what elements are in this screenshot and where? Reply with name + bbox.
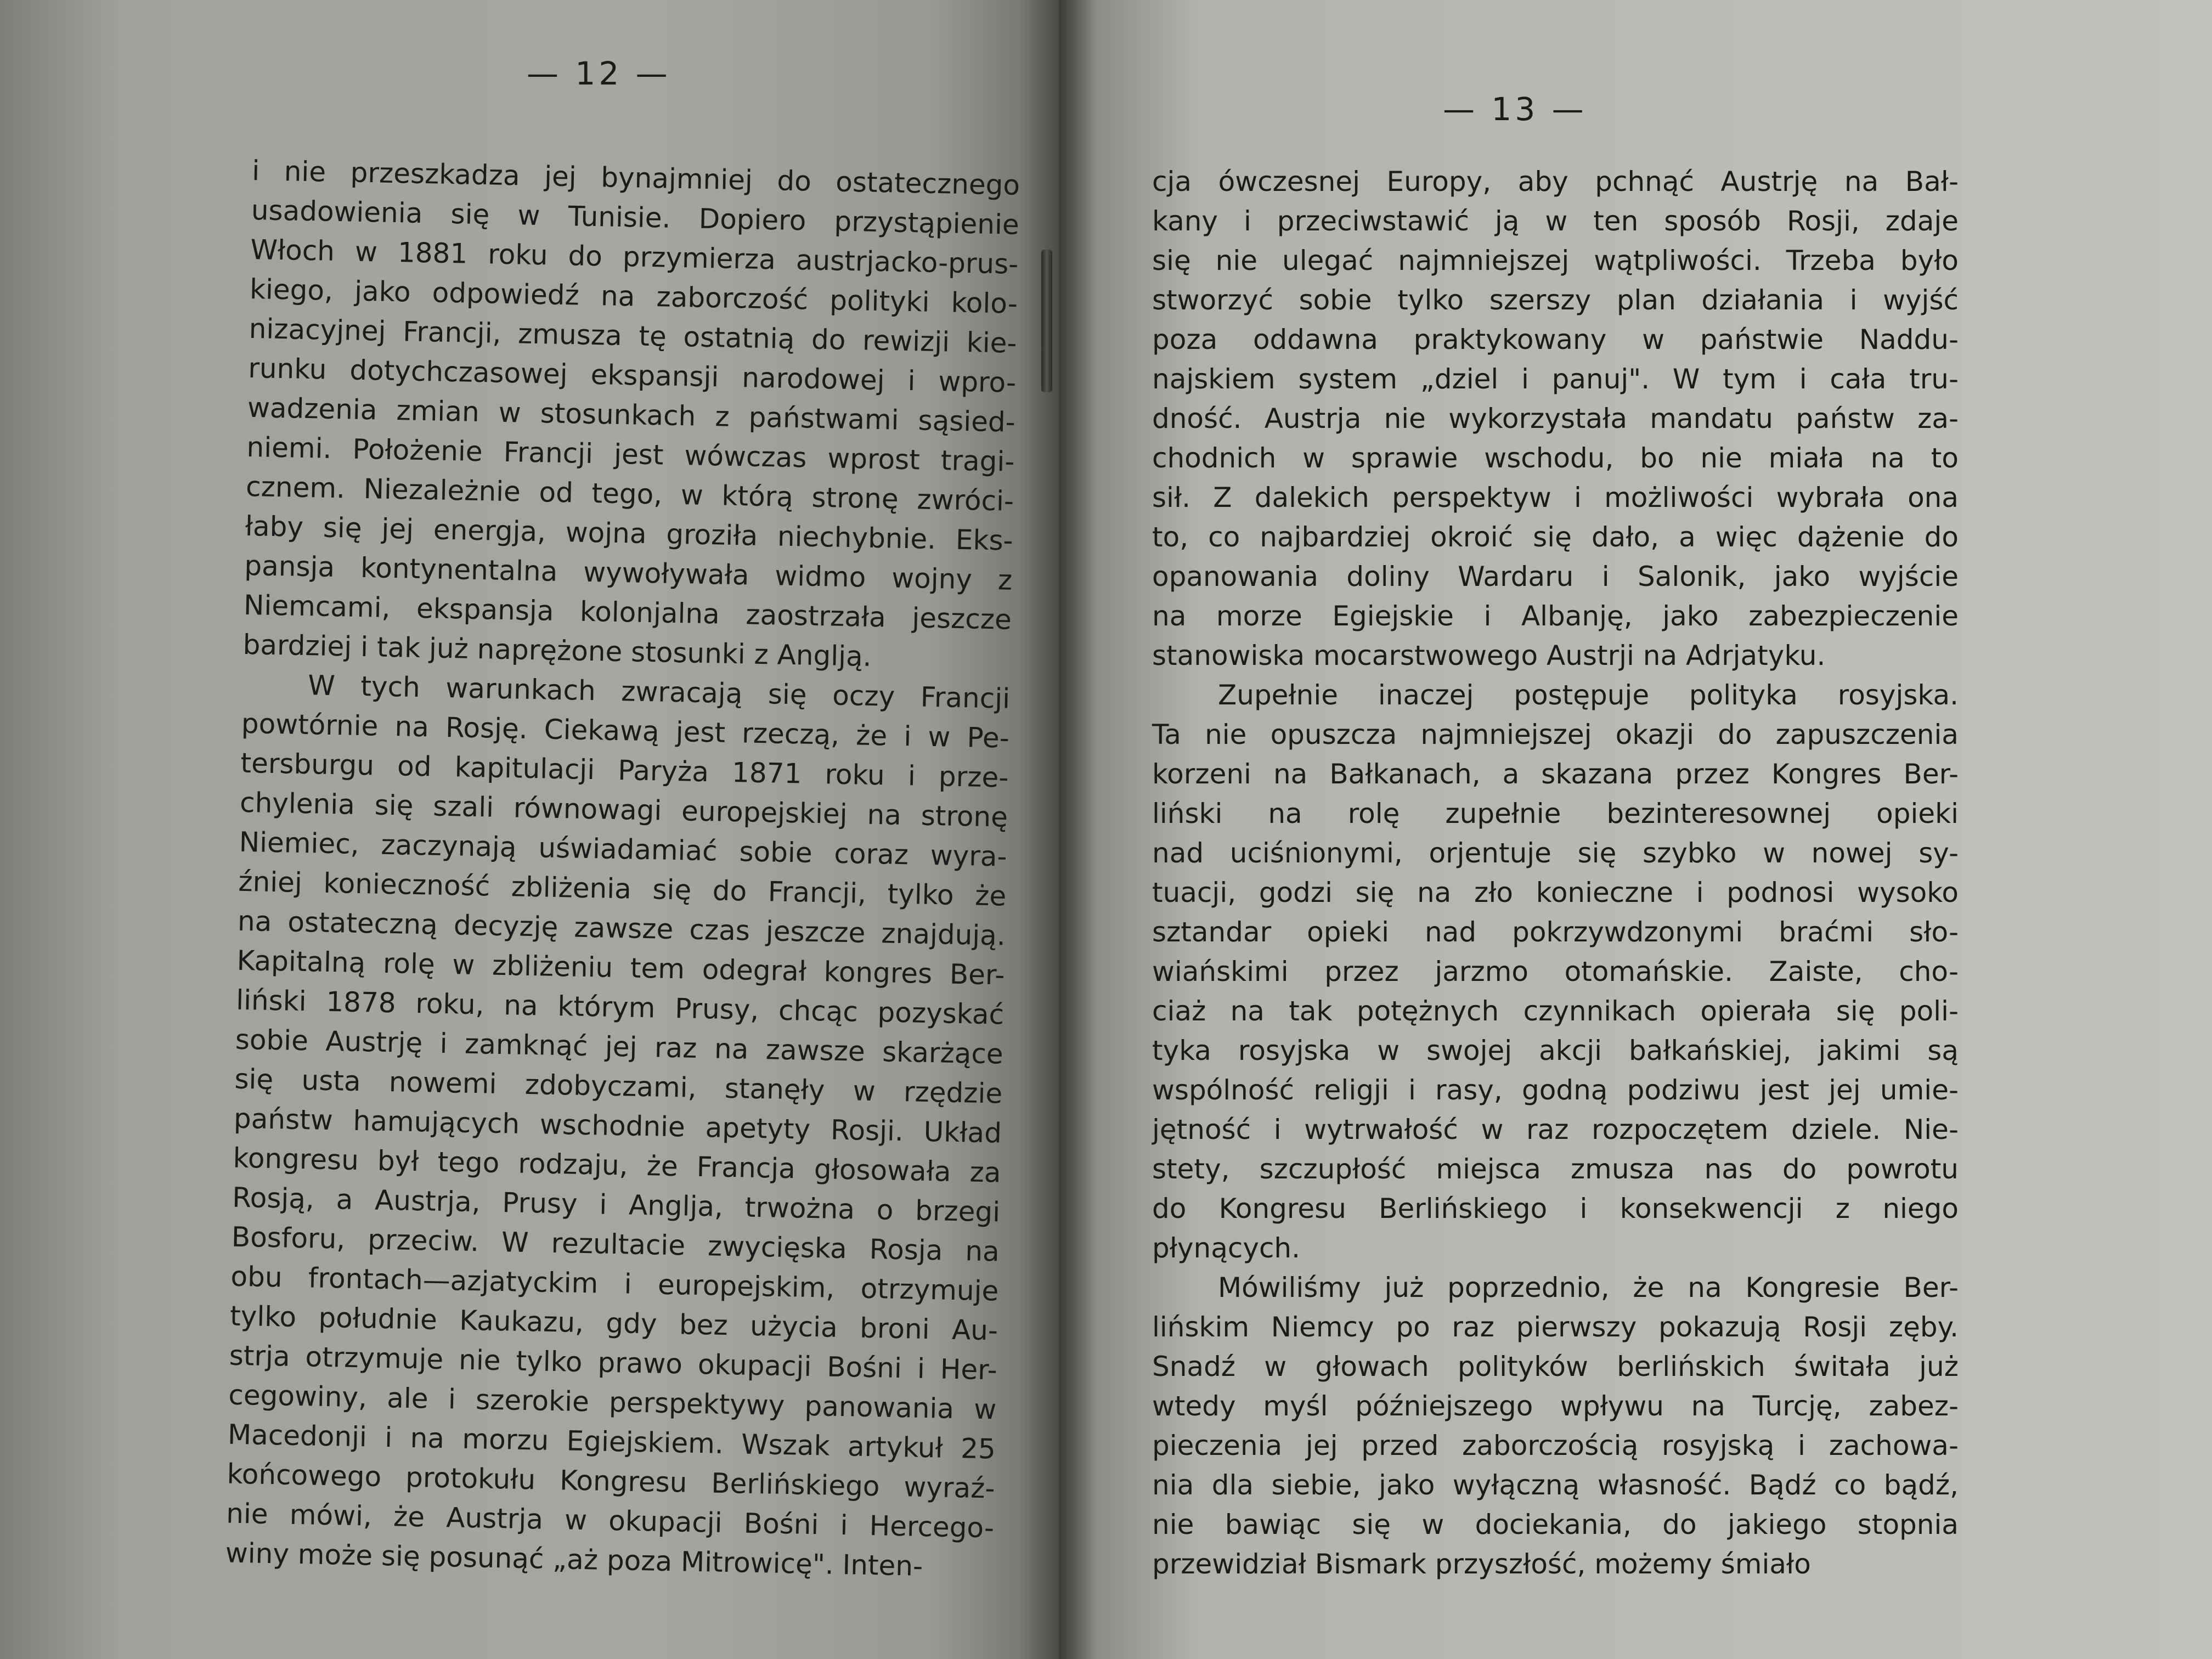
text-line: się nie ulegać najmniejszej wątpliwości. Trzeba było [1152, 245, 1959, 276]
text-line: Włoch w 1881 roku do przymierza austrjacko-prus- [250, 233, 1019, 280]
text-line: najskiem system „dziel i panuj". W tym i cała tru- [1152, 363, 1959, 395]
page-number-right: — 13 — [1443, 91, 1587, 128]
text-line: tersburgu od kapitulacji Paryża 1871 roku i prze- [240, 747, 1009, 794]
text-line: Kapitalną rolę w zbliżeniu tem odegrał kongres Ber- [236, 944, 1005, 991]
left-page [0, 0, 1059, 1659]
text-line: powtórnie na Rosję. Ciekawą jest rzeczą, że i w Pe- [241, 707, 1010, 754]
right-page-text [1152, 162, 1959, 1584]
text-line: sobie Austrję i zamknąć jej raz na zawsze skarżące [235, 1023, 1004, 1070]
text-line: winy może się posunąć „aż poza Mitrowicę". Inten- [225, 1537, 923, 1582]
text-line: ciaż na tak potężnych czynnikach opierała się poli- [1152, 995, 1959, 1027]
text-line: sztandar opieki nad pokrzywdzonymi braćmi sło- [1152, 916, 1959, 948]
text-line: liński na rolę zupełnie bezinteresownej opieki [1152, 798, 1959, 830]
text-line: i nie przeszkadza jej bynajmniej do ostatecznego [251, 154, 1020, 201]
text-line: Ta nie opuszcza najmniejszej okazji do zapuszczenia [1152, 719, 1959, 751]
text-line: nizacyjnej Francji, zmusza tę ostatnią do rewizji kie- [249, 312, 1018, 359]
text-line: bardziej i tak już naprężone stosunki z Anglją. [242, 628, 872, 673]
left-page-text [225, 151, 1020, 1587]
text-line: stety, szczupłość miejsca zmusza nas do powrotu [1152, 1153, 1959, 1185]
text-line: wadzenia zmian w stosunkach z państwami sąsied- [247, 391, 1016, 438]
text-line: Macedonji i na morzu Egiejskiem. Wszak artykuł 25 [227, 1418, 996, 1465]
text-line: na ostateczną decyzję zawsze czas jeszcze znajdują. [237, 905, 1006, 952]
text-line: Niemiec, zaczynają uświadamiać sobie coraz wyra- [239, 826, 1008, 873]
page-number-left: — 12 — [527, 55, 671, 92]
text-line: runku dotychczasowej ekspansji narodowej i wpro- [247, 352, 1017, 399]
text-line: sił. Z dalekich perspektyw i możliwości wybrała ona [1152, 482, 1959, 514]
text-line: nad uciśnionymi, orjentuje się szybko w nowej sy- [1152, 837, 1959, 869]
text-line: wiańskimi przez jarzmo otomańskie. Zaiste, cho- [1152, 956, 1959, 988]
text-line: poza oddawna praktykowany w państwie Naddu- [1152, 324, 1959, 356]
text-line: chylenia się szali równowagi europejskiej na stronę [239, 786, 1008, 833]
text-line: dność. Austrja nie wykorzystała mandatu państw za- [1152, 403, 1959, 435]
text-line: kongresu był tego rodzaju, że Francja głosowała za [233, 1142, 1002, 1189]
text-line: W tych warunkach zwracają się oczy Francji [307, 669, 1011, 715]
text-line: Snadź w głowach polityków berlińskich świtała już [1152, 1351, 1959, 1383]
text-line: nie mówi, że Austrja w okupacji Bośni i Hercego- [225, 1497, 995, 1544]
text-line: się usta nowemi zdobyczami, stanęły w rzędzie [234, 1063, 1003, 1110]
text-line: tylko południe Kaukazu, gdy bez użycia broni Au- [229, 1300, 998, 1347]
text-line: płynących. [1152, 1232, 1301, 1264]
text-line: stanowiska mocarstwowego Austrji na Adrjatyku. [1152, 640, 1826, 672]
text-line: Niemcami, ekspansja kolonjalna zaostrzała jeszcze [243, 589, 1012, 636]
text-line: źniej konieczność zbliżenia się do Francji, tylko że [238, 865, 1007, 912]
text-line: wtedy myśl późniejszego wpływu na Turcję, zabez- [1152, 1390, 1959, 1422]
text-line: wspólność religji i rasy, godną podziwu jest jej umie- [1152, 1074, 1959, 1106]
text-line: tuacji, godzi się na zło konieczne i podnosi wysoko [1152, 877, 1959, 909]
text-line: łaby się jej energja, wojna groziła niechybnie. Eks- [245, 510, 1014, 557]
text-line: przewidział Bismark przyszłość, możemy śmiało [1152, 1548, 1811, 1580]
text-line: nia dla siebie, jako wyłączną własność. Bądź co bądź, [1152, 1469, 1959, 1501]
text-line: tyka rosyjska w swojej akcji bałkańskiej, jakimi są [1152, 1035, 1959, 1066]
text-line: lińskim Niemcy po raz pierwszy pokazują Rosji zęby. [1152, 1311, 1959, 1343]
text-line: stworzyć sobie tylko szerszy plan działania i wyjść [1152, 284, 1959, 316]
text-line: pansja kontynentalna wywoływała widmo wojny z [244, 549, 1013, 596]
text-line: kiego, jako odpowiedź na zaborczość polityki kolo- [249, 273, 1018, 320]
text-line: państw hamujących wschodnie apetyty Rosji. Układ [233, 1102, 1002, 1149]
text-line: pieczenia jej przed zaborczością rosyjską i zachowa- [1152, 1430, 1959, 1462]
text-line: strja otrzymuje nie tylko prawo okupacji Bośni i Her- [229, 1339, 998, 1386]
text-line: opanowania doliny Wardaru i Salonik, jako wyjście [1152, 561, 1959, 592]
text-line: cznem. Niezależnie od tego, w którą stronę zwróci- [245, 470, 1014, 517]
text-line: korzeni na Bałkanach, a skazana przez Kongres Ber- [1152, 758, 1959, 790]
text-line: kany i przeciwstawić ją w ten sposób Rosji, zdaje [1152, 205, 1959, 237]
text-line: na morze Egiejskie i Albanję, jako zabezpieczenie [1152, 600, 1959, 632]
text-line: obu frontach—azjatyckim i europejskim, otrzymuje [230, 1260, 999, 1307]
text-line: Zupełnie inaczej postępuje polityka rosyjska. [1218, 679, 1959, 711]
text-line: liński 1878 roku, na którym Prusy, chcąc pozyskać [235, 984, 1005, 1031]
text-line: to, co najbardziej okroić się dało, a więc dążenie do [1152, 521, 1959, 553]
text-line: cegowiny, ale i szerokie perspektywy panowania w [228, 1379, 997, 1426]
text-line: końcowego protokułu Kongresu Berlińskiego wyraź- [227, 1458, 995, 1505]
text-line: Rosją, a Austrja, Prusy i Anglja, trwożna o brzegi [232, 1181, 1001, 1228]
text-line: jętność i wytrwałość w raz rozpoczętem dziele. Nie- [1152, 1114, 1959, 1146]
text-line: do Kongresu Berlińskiego i konsekwencji z niego [1152, 1193, 1959, 1224]
text-line: Mówiliśmy już poprzednio, że na Kongresie Ber- [1218, 1272, 1959, 1304]
text-line: cja ówczesnej Europy, aby pchnąć Austrję na Bał- [1152, 166, 1959, 198]
text-line: nie bawiąc się w dociekania, do jakiego stopnia [1152, 1509, 1959, 1541]
text-line: chodnich w sprawie wschodu, bo nie miała na to [1152, 442, 1959, 474]
text-line: usadowienia się w Tunisie. Dopiero przystąpienie [251, 194, 1020, 241]
text-line: niemi. Położenie Francji jest wówczas wprost tragi- [246, 431, 1015, 478]
binding-staple [1041, 250, 1052, 392]
right-page [1059, 0, 2212, 1659]
text-line: Bosforu, przeciw. W rezultacie zwycięska Rosja na [231, 1221, 1000, 1268]
